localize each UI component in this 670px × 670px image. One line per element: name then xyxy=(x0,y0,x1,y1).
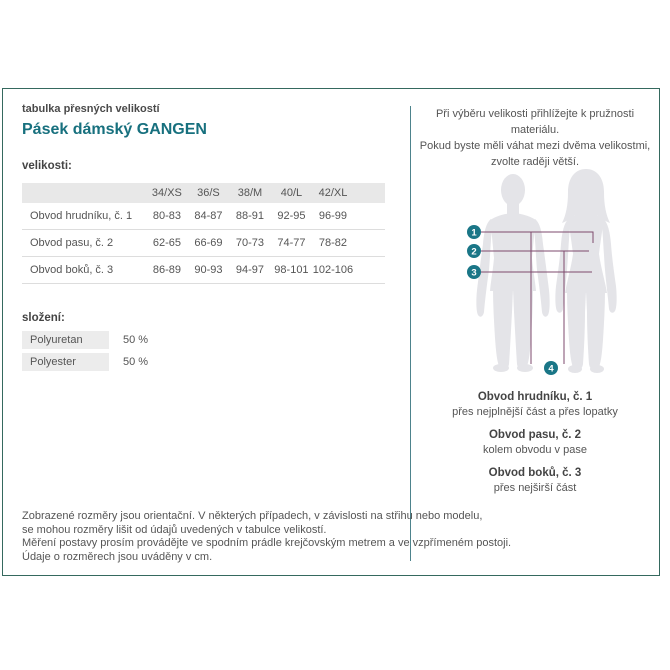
advice-line: Při výběru velikosti přihlížejte k pružnosti materiálu. xyxy=(435,108,635,136)
size-value: 86-89 xyxy=(146,257,188,284)
size-value: 88-91 xyxy=(229,203,271,230)
measure-item xyxy=(413,390,657,420)
material-percent: 50 % xyxy=(123,356,149,368)
size-value: 98-101 xyxy=(271,257,312,284)
size-value: 94-97 xyxy=(229,257,271,284)
size-value: 62-65 xyxy=(146,230,188,257)
female-silhouette xyxy=(555,169,616,373)
marker-4-number: 4 xyxy=(548,363,554,375)
size-column-header: 42/XL xyxy=(318,187,348,199)
size-value: 66-69 xyxy=(188,230,229,257)
material-percent: 50 % xyxy=(123,334,149,346)
marker-3-number: 3 xyxy=(471,267,477,279)
composition-row xyxy=(22,331,148,349)
row-label: Obvod boků, č. 3 xyxy=(22,257,146,284)
size-column-header: 34/XS xyxy=(151,187,182,199)
size-column-header: 36/S xyxy=(197,187,220,199)
advice-line: Pokud byste měli váhat mezi dvěma velikostmi, xyxy=(419,140,651,152)
row-label: Obvod hrudníku, č. 1 xyxy=(22,203,146,230)
body-measurement-diagram xyxy=(445,168,660,380)
size-table-corner-cell xyxy=(22,183,146,203)
measure-item xyxy=(413,428,657,458)
table-row xyxy=(22,203,385,230)
page-title: Pásek dámský GANGEN xyxy=(22,121,207,138)
size-table-filler xyxy=(354,257,385,284)
measure-title: Obvod pasu, č. 2 xyxy=(488,429,582,441)
size-table xyxy=(22,183,385,284)
marker-1-number: 1 xyxy=(471,227,477,239)
table-row xyxy=(22,257,385,284)
size-column-header: 38/M xyxy=(237,187,263,199)
note-line: se mohou rozměry lišit od údajů uvedených v tabulce velikostí. xyxy=(22,523,327,536)
size-table-header-row xyxy=(22,183,385,203)
disclaimer-notes xyxy=(22,510,511,564)
size-table-filler xyxy=(354,230,385,257)
note-line: Zobrazené rozměry jsou orientační. V některých případech, v závislosti na střihu nebo modelu, xyxy=(22,510,483,522)
measure-description: kolem obvodu v pase xyxy=(483,444,587,456)
measure-title: Obvod boků, č. 3 xyxy=(488,467,582,479)
measure-description: přes nejširší část xyxy=(493,482,577,494)
size-value: 90-93 xyxy=(188,257,229,284)
size-column-header: 40/L xyxy=(280,187,303,199)
material-name: Polyuretan xyxy=(22,331,109,349)
measurement-legend xyxy=(413,390,657,504)
size-table-filler xyxy=(354,203,385,230)
note-line: Měření postavy prosím provádějte ve spodním prádle krejčovským metrem a ve vzpřímeném postoji. xyxy=(22,537,512,549)
size-value: 84-87 xyxy=(188,203,229,230)
marker-2-number: 2 xyxy=(471,246,477,258)
note-line: Údaje o rozměrech jsou uváděny v cm. xyxy=(22,550,213,563)
measure-item xyxy=(413,466,657,496)
measure-description: přes nejplnější část a přes lopatky xyxy=(452,406,618,418)
size-value: 80-83 xyxy=(146,203,188,230)
size-advice-text xyxy=(413,106,657,170)
size-value: 70-73 xyxy=(229,230,271,257)
sizes-section-label: velikosti: xyxy=(22,160,72,172)
table-row xyxy=(22,230,385,257)
male-silhouette xyxy=(476,174,549,372)
composition-list xyxy=(22,331,148,375)
size-value: 74-77 xyxy=(271,230,312,257)
size-value: 78-82 xyxy=(312,230,354,257)
size-table-filler xyxy=(354,183,385,203)
size-value: 92-95 xyxy=(271,203,312,230)
row-label: Obvod pasu, č. 2 xyxy=(22,230,146,257)
size-value: 96-99 xyxy=(312,203,354,230)
composition-row xyxy=(22,353,148,371)
material-name: Polyester xyxy=(22,353,109,371)
composition-section-label: složení: xyxy=(22,312,65,324)
size-value: 102-106 xyxy=(312,257,354,284)
advice-line: zvolte raději větší. xyxy=(490,156,580,168)
table-eyebrow: tabulka přesných velikostí xyxy=(22,103,160,115)
panel-divider xyxy=(410,106,411,561)
measure-title: Obvod hrudníku, č. 1 xyxy=(477,391,593,403)
